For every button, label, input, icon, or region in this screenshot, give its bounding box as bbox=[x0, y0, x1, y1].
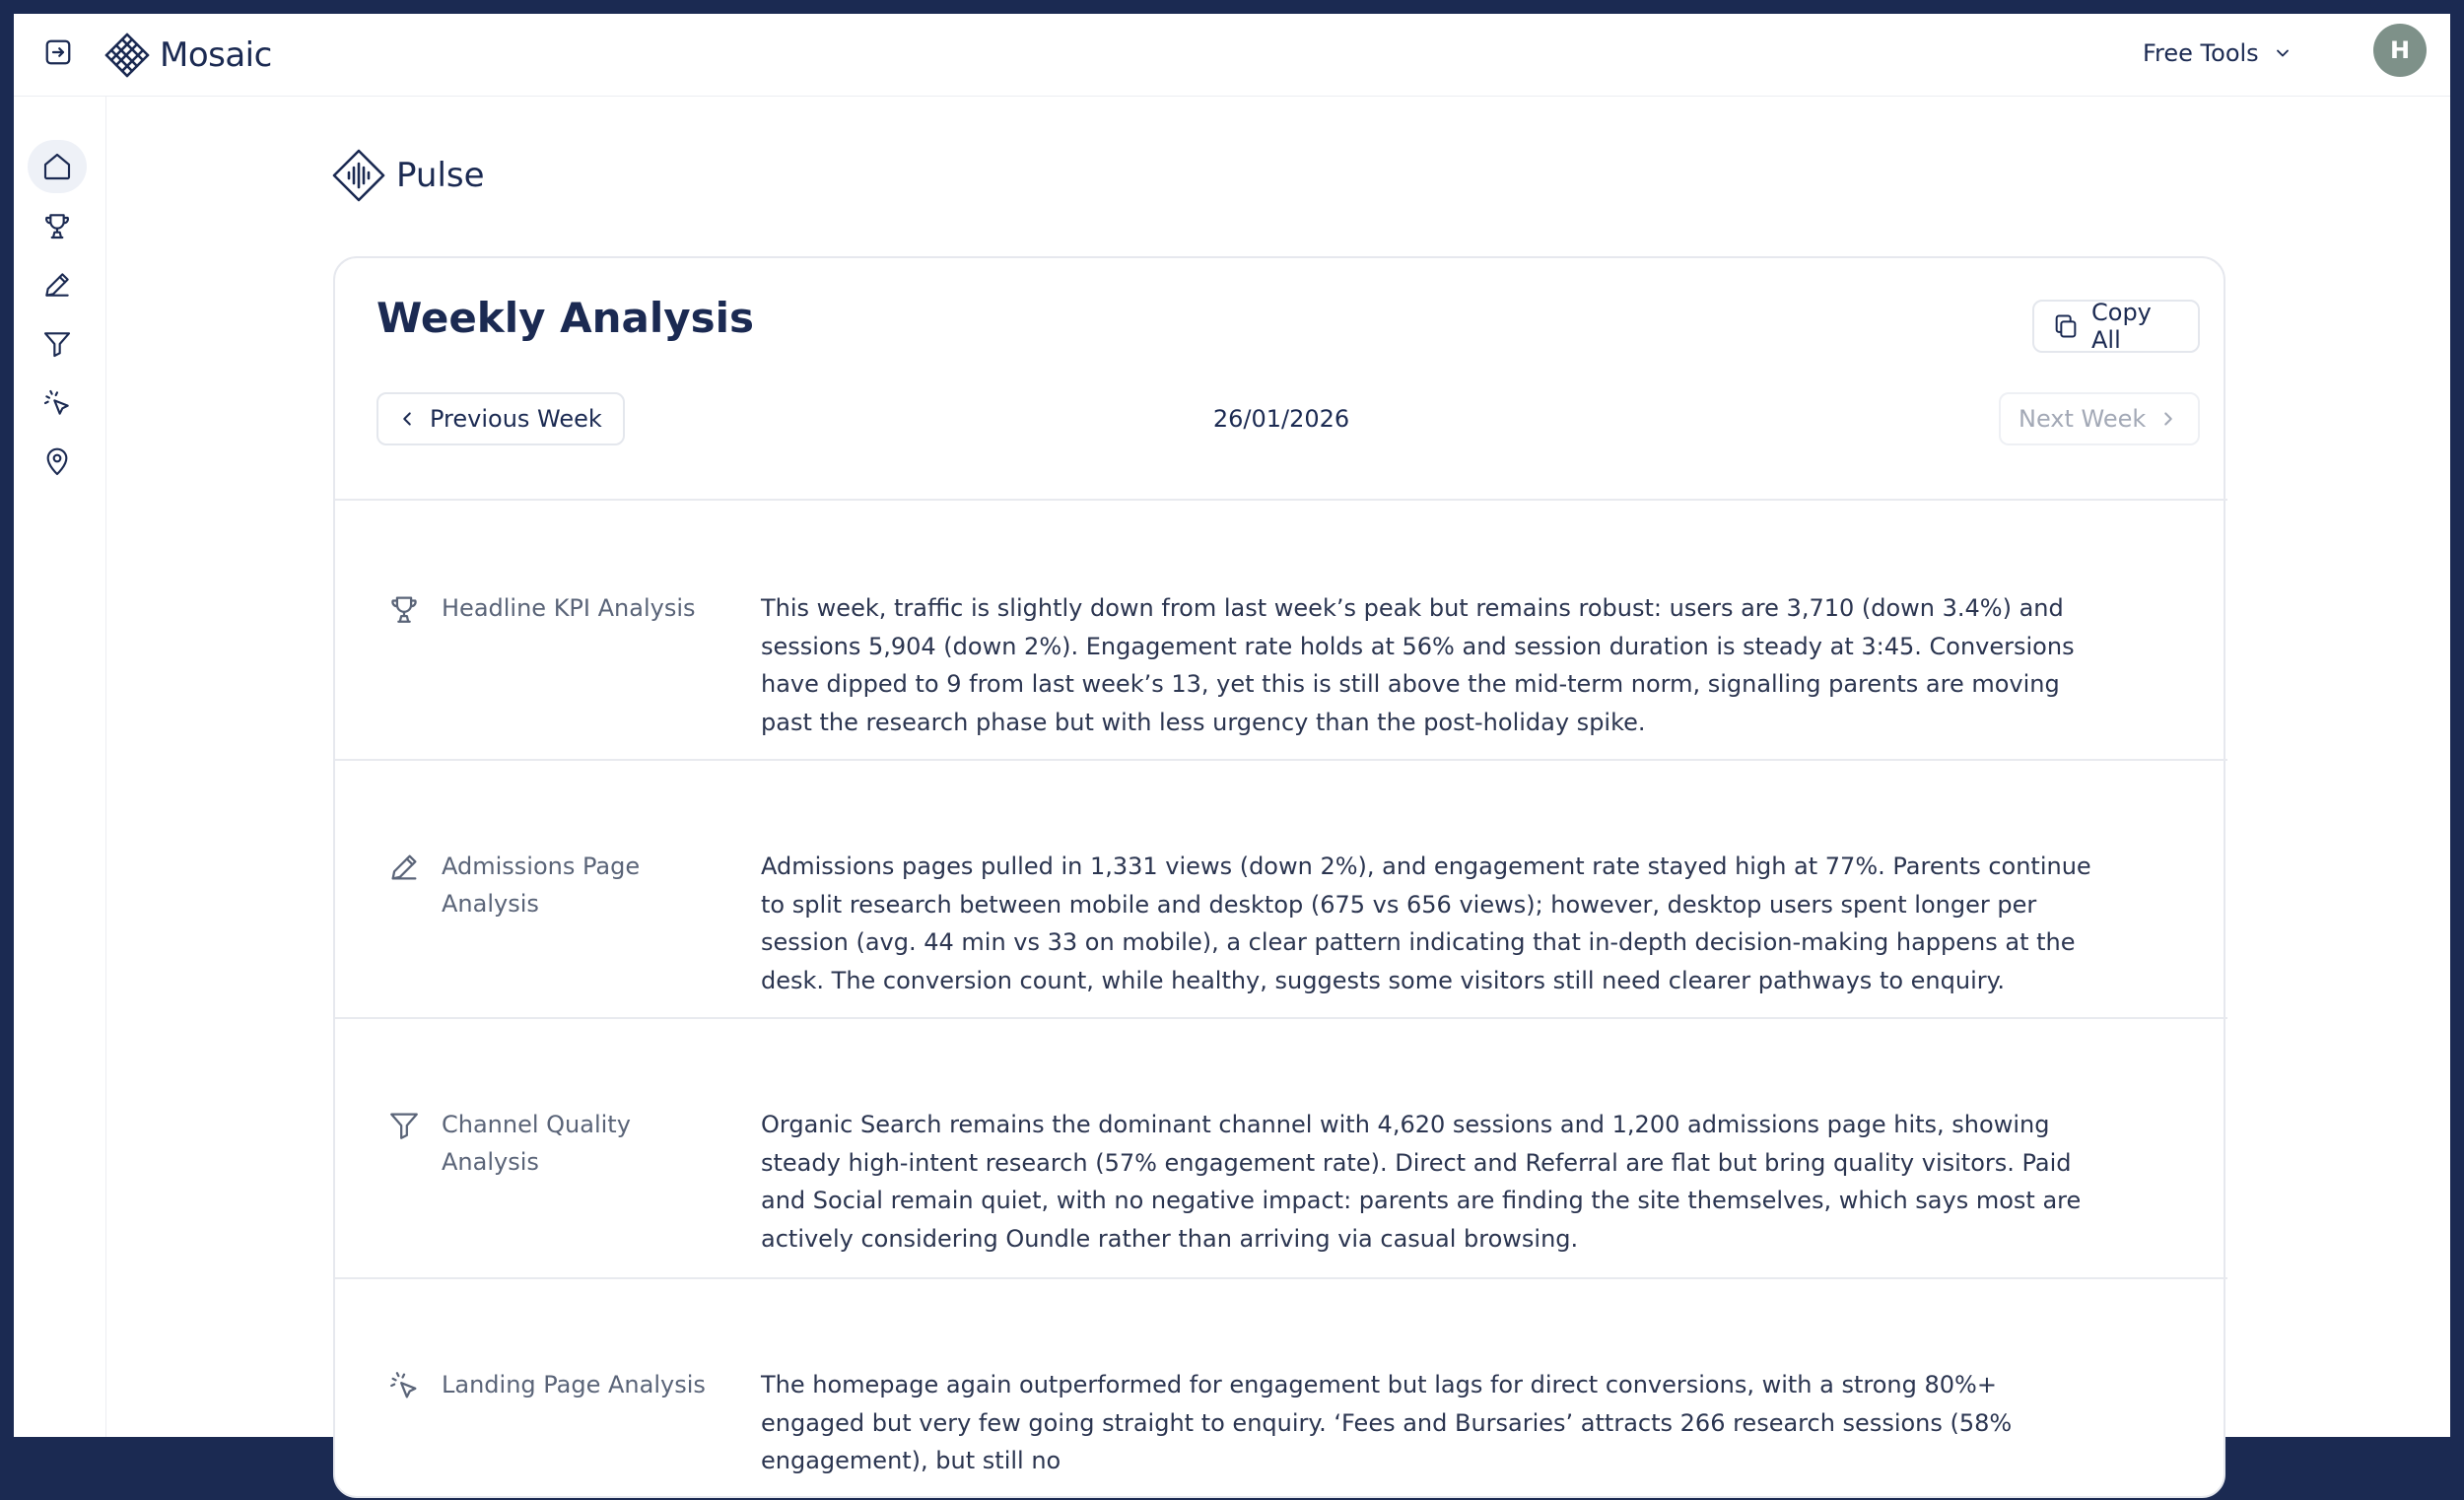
section-label: Landing Page Analysis bbox=[442, 1371, 706, 1398]
filter-icon bbox=[41, 328, 73, 360]
analysis-section-admissions bbox=[335, 759, 2227, 1017]
sidebar-item-home[interactable] bbox=[28, 140, 87, 193]
previous-week-label: Previous Week bbox=[430, 405, 602, 433]
sidebar-item-landing[interactable] bbox=[28, 376, 87, 430]
filter-icon bbox=[386, 1108, 422, 1143]
section-text: The homepage again outperformed for engagement but lags for direct conversions, with a strong 80%+ engaged but very few going straight to enquiry. ‘Fees and Bursaries’ attracts 266 research sessions (58% engagement), but still no bbox=[761, 1371, 2013, 1474]
section-text: This week, traffic is slightly down from last week’s peak but remains robust: users are 3,710 (down 3.4%) and sessions 5,904 (down 2%). Engagement rate holds at 56% and session duration is steady at 3:45. Conversions have dipped to 9 from last week’s 13, yet this is still above the mid-term norm, signalling parents are moving past the research phase but with less urgency than the post-holiday spike. bbox=[761, 594, 2075, 736]
expand-sidebar-icon bbox=[43, 37, 73, 67]
sidebar-item-location[interactable] bbox=[28, 436, 87, 489]
sidebar-toggle-button[interactable] bbox=[41, 35, 75, 69]
user-avatar[interactable]: H bbox=[2373, 24, 2427, 77]
section-label: Channel Quality Analysis bbox=[442, 1111, 631, 1176]
trophy-icon bbox=[386, 591, 422, 627]
pen-icon bbox=[386, 850, 422, 885]
click-icon bbox=[41, 387, 73, 419]
trophy-icon bbox=[41, 210, 73, 241]
page-title: Pulse bbox=[396, 156, 485, 195]
chevron-left-icon bbox=[396, 408, 418, 430]
previous-week-button[interactable] bbox=[376, 392, 625, 445]
next-week-label: Next Week bbox=[2019, 405, 2147, 433]
sidebar-item-channels[interactable] bbox=[28, 317, 87, 371]
logo-text: Mosaic bbox=[160, 35, 272, 75]
free-tools-label: Free Tools bbox=[2143, 39, 2259, 67]
analysis-section-channels bbox=[335, 1017, 2227, 1277]
mosaic-logo-icon bbox=[101, 29, 154, 82]
sidebar-item-admissions[interactable] bbox=[28, 258, 87, 311]
weekly-analysis-card bbox=[333, 256, 2225, 1498]
section-text: Admissions pages pulled in 1,331 views (down 2%), and engagement rate stayed high at 77%. Parents continue to split research between mobile and desktop (675 vs 656 views); however, desktop users spent longer per session (avg. 44 min vs 33 on mobile), a clear pattern indicating that in-depth decision-making happens at the desk. The conversion count, while healthy, suggests some visitors still need clearer pathways to enquiry. bbox=[761, 852, 2091, 994]
chevron-down-icon bbox=[2273, 43, 2293, 63]
free-tools-dropdown[interactable] bbox=[2143, 34, 2293, 73]
copy-icon bbox=[2052, 312, 2080, 340]
top-bar bbox=[14, 14, 2450, 97]
copy-all-button[interactable] bbox=[2032, 300, 2200, 353]
section-label: Headline KPI Analysis bbox=[442, 594, 696, 622]
home-icon bbox=[41, 151, 73, 182]
copy-all-label: Copy All bbox=[2091, 299, 2152, 354]
analysis-section-landing bbox=[335, 1277, 2227, 1500]
pulse-logo-icon bbox=[331, 148, 386, 203]
page-heading bbox=[331, 148, 485, 203]
week-date: 26/01/2026 bbox=[1212, 405, 1350, 433]
chevron-right-icon bbox=[2157, 408, 2179, 430]
mosaic-logo[interactable] bbox=[101, 22, 272, 89]
section-text: Organic Search remains the dominant channel with 4,620 sessions and 1,200 admissions page hits, showing steady high-intent research (57% engagement rate). Direct and Referral are flat but bring quality visitors. Paid and Social remain quiet, with no negative impact: parents are finding the site themselves, which says most are actively considering Oundle rather than arriving via casual browsing. bbox=[761, 1111, 2082, 1253]
map-pin-icon bbox=[41, 446, 73, 478]
analysis-section-kpi bbox=[335, 499, 2227, 759]
sidebar bbox=[14, 97, 106, 1437]
section-label: Admissions Page Analysis bbox=[442, 852, 641, 918]
card-title: Weekly Analysis bbox=[376, 294, 755, 342]
next-week-button[interactable] bbox=[1999, 392, 2200, 445]
click-icon bbox=[386, 1368, 422, 1403]
sidebar-item-kpi[interactable] bbox=[28, 199, 87, 252]
app-window bbox=[14, 14, 2450, 1474]
pen-icon bbox=[41, 269, 73, 301]
